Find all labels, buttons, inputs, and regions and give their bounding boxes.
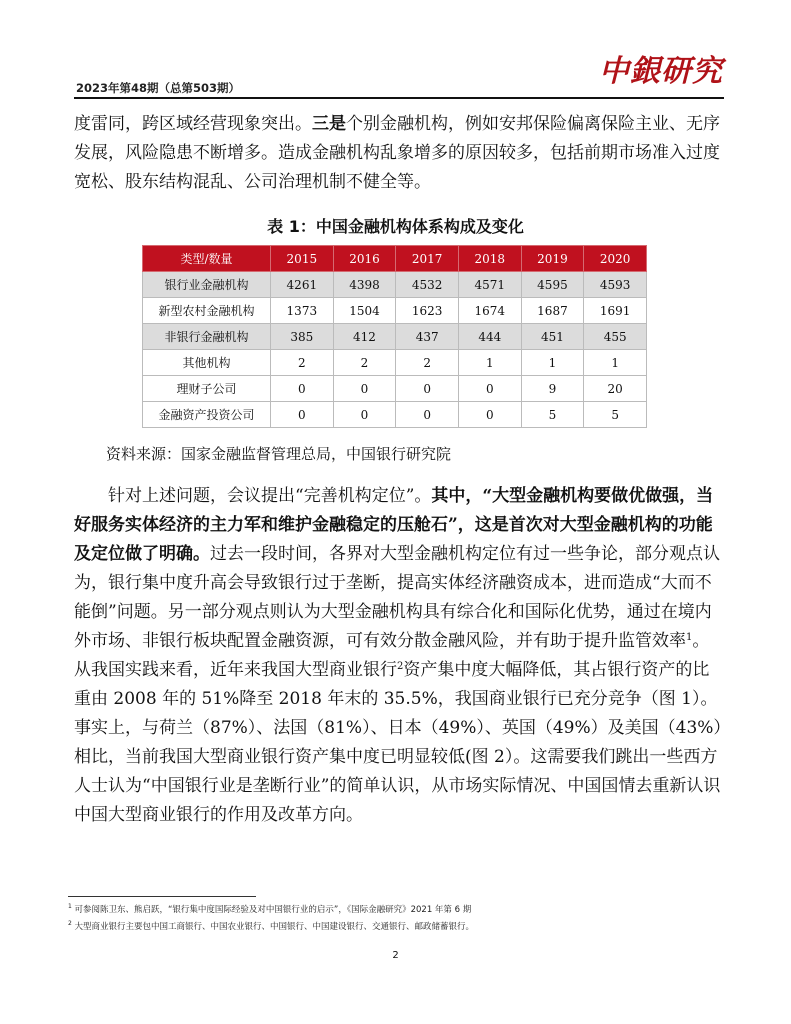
row-name: 理财子公司 — [143, 376, 271, 402]
intro-rest: 个别金融机构，例如安邦保险偏离保险主业、无序发展，风险隐患不断增多。造成金融机构乱象增多的原因较多，包括前期市场准入过度宽松、股东结构混乱、公司治理机制不健全等。 — [74, 114, 720, 192]
cell: 5 — [584, 402, 647, 428]
table-row — [143, 272, 647, 298]
cell: 9 — [521, 376, 584, 402]
table-header-row — [143, 246, 647, 272]
row-name: 金融资产投资公司 — [143, 402, 271, 428]
cell: 4571 — [458, 272, 521, 298]
cell: 0 — [271, 376, 334, 402]
cell: 451 — [521, 324, 584, 350]
header-type: 类型/数量 — [143, 246, 271, 272]
cell: 1687 — [521, 298, 584, 324]
row-name: 非银行金融机构 — [143, 324, 271, 350]
cell: 20 — [584, 376, 647, 402]
cell: 0 — [333, 376, 396, 402]
cell: 0 — [396, 402, 459, 428]
cell: 1 — [584, 350, 647, 376]
body-paragraph — [74, 482, 726, 830]
cell: 1 — [458, 350, 521, 376]
cell: 4261 — [271, 272, 334, 298]
header-issue: 2023年第48期（总第503期） — [76, 81, 241, 95]
cell: 0 — [333, 402, 396, 428]
cell: 1 — [521, 350, 584, 376]
header-year: 2016 — [333, 246, 396, 272]
footnote-rule — [68, 896, 256, 897]
cell: 2 — [271, 350, 334, 376]
header-year: 2018 — [458, 246, 521, 272]
cell: 2 — [396, 350, 459, 376]
cell: 1623 — [396, 298, 459, 324]
body-text-mid: 过去一段时间，各界对大型金融机构定位有过一些争论，部分观点认为，银行集中度升高会导致银行过于垄断，提高实体经济融资成本，进而造成“大而不能倒”问题。另一部分观点则认为大型金融机构具有综合化和国际化优势，通过在境内外市场、非银行板块配置金融资源，可有效分散金融风险，并有助于提升监管效率 — [74, 544, 720, 651]
cell: 5 — [521, 402, 584, 428]
cell: 437 — [396, 324, 459, 350]
header-year: 2017 — [396, 246, 459, 272]
cell: 4593 — [584, 272, 647, 298]
footnote-1-mark: 1 — [68, 903, 72, 910]
table-source: 资料来源：国家金融监督管理总局，中国银行研究院 — [106, 445, 452, 463]
footnote-2 — [68, 920, 474, 932]
footnote-2-mark: 2 — [68, 920, 72, 927]
header-year: 2015 — [271, 246, 334, 272]
footnote-1 — [68, 903, 471, 915]
footnote-ref-1[interactable]: 1 — [686, 632, 693, 643]
cell: 0 — [396, 376, 459, 402]
cell: 412 — [333, 324, 396, 350]
cell: 1691 — [584, 298, 647, 324]
cell: 1373 — [271, 298, 334, 324]
institution-table — [142, 245, 647, 428]
header-year: 2019 — [521, 246, 584, 272]
footnote-ref-2[interactable]: 2 — [397, 661, 404, 672]
cell: 4532 — [396, 272, 459, 298]
row-name: 新型农村金融机构 — [143, 298, 271, 324]
body-text-mid2: 。从我国实践来看，近年来我国大型商业银行 — [74, 631, 710, 680]
intro-paragraph — [74, 110, 726, 197]
table-row — [143, 376, 647, 402]
cell: 444 — [458, 324, 521, 350]
table-row — [143, 350, 647, 376]
body-text-bold: 其中，“大型金融机构要做优做强，当好服务实体经济的主力军和维护金融稳定的压舱石”，这是首次对大型金融机构的功能及定位做了明确。 — [74, 486, 714, 564]
table-row — [143, 324, 647, 350]
header-year: 2020 — [584, 246, 647, 272]
cell: 0 — [271, 402, 334, 428]
cell: 385 — [271, 324, 334, 350]
cell: 1674 — [458, 298, 521, 324]
footnote-1-text: 可参阅陈卫东、熊启跃，“银行集中度国际经验及对中国银行业的启示”，《国际金融研究》2021 年第 6 期 — [71, 905, 472, 915]
footnote-2-text: 大型商业银行主要包中国工商银行、中国农业银行、中国银行、中国建设银行、交通银行、邮政储蓄银行。 — [71, 922, 475, 932]
cell: 0 — [458, 402, 521, 428]
row-name: 银行业金融机构 — [143, 272, 271, 298]
body-text-start: 针对上述问题，会议提出“完善机构定位”。 — [108, 486, 432, 506]
cell: 4595 — [521, 272, 584, 298]
body-text-end: 资产集中度大幅降低，其占银行资产的比重由 2008 年的 51%降至 2018 年末的 35.5%，我国商业银行已充分竞争（图 1）。事实上，与荷兰（87%）、法国（81%）、日本（49%）、英国（49%）及美国（43%）相比，当前我国大型商业银行资产集中度已明显较低(图 2）。这需要我们跳出一些西方人士认为“中国银行业是垄断行业”的简单认识，从市场实际情况、中国国情去重新认识中国大型商业银行的作用及改革方向。 — [74, 660, 722, 825]
brand-logo: 中銀研究 — [599, 54, 723, 89]
table-row — [143, 298, 647, 324]
cell: 1504 — [333, 298, 396, 324]
row-name: 其他机构 — [143, 350, 271, 376]
cell: 0 — [458, 376, 521, 402]
cell: 455 — [584, 324, 647, 350]
cell: 2 — [333, 350, 396, 376]
intro-text: 度雷同，跨区域经营现象突出。 — [74, 114, 312, 134]
table-title: 表 1：中国金融机构体系构成及变化 — [267, 217, 524, 236]
table-row — [143, 402, 647, 428]
page-number: 2 — [392, 950, 399, 961]
intro-bold: 三是 — [312, 114, 346, 134]
header-rule — [74, 97, 724, 99]
cell: 4398 — [333, 272, 396, 298]
